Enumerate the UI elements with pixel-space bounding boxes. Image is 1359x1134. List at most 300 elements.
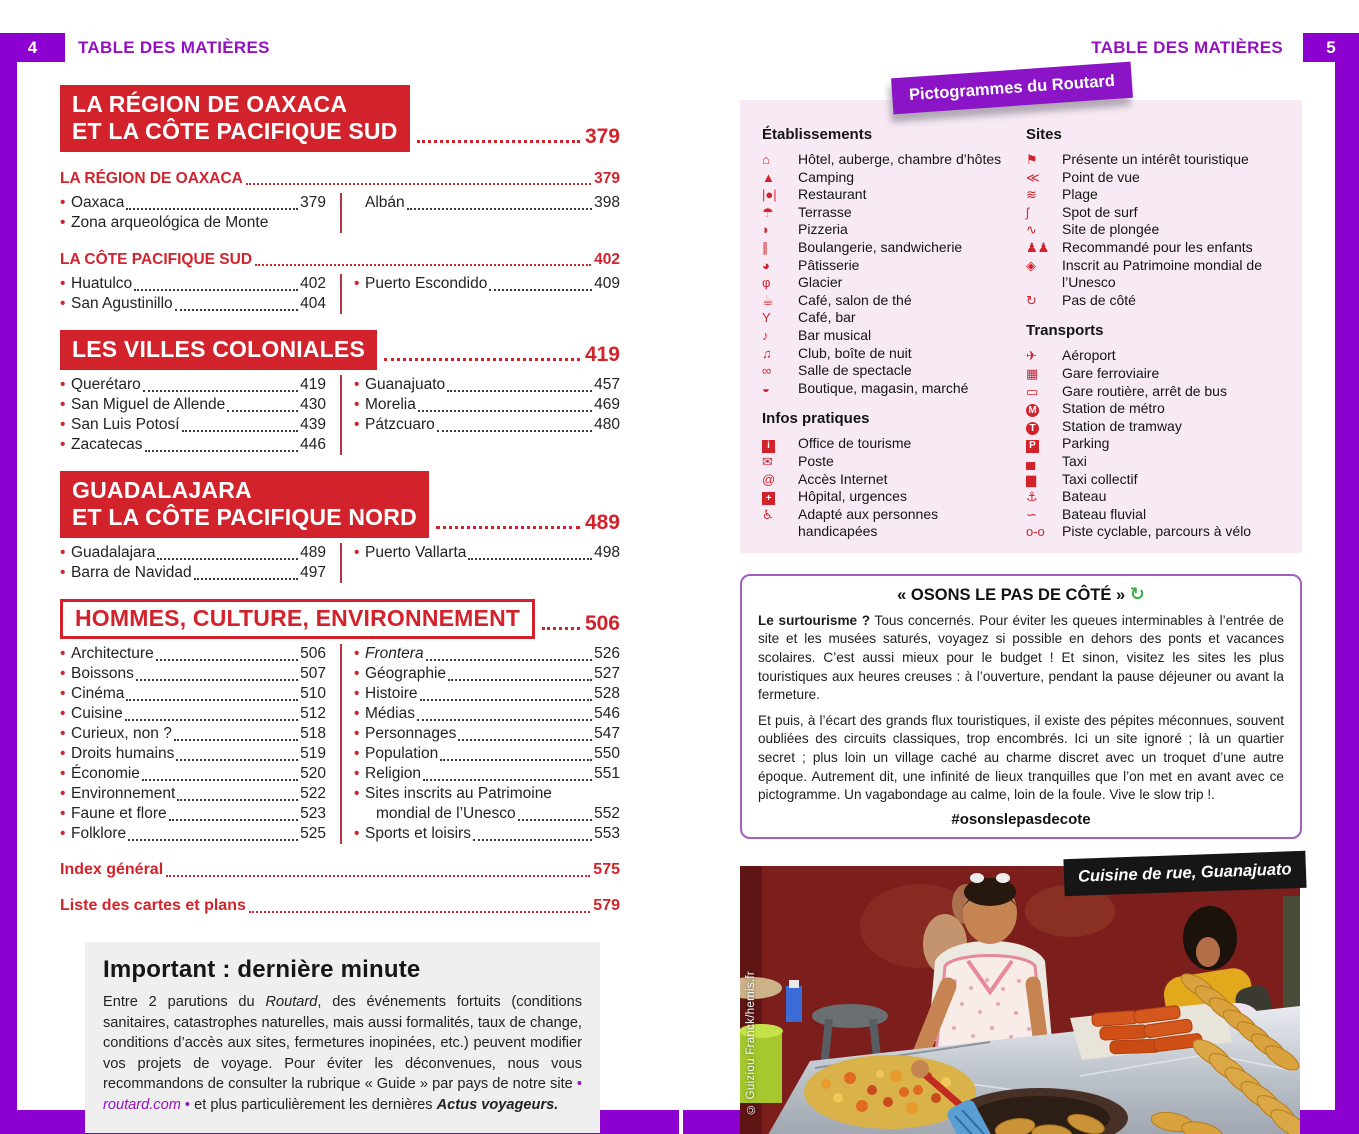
entry-label: Religion: [365, 765, 422, 782]
entry-label: Curieux, non ?: [71, 725, 172, 742]
picto-item: [762, 274, 1020, 292]
entry-label: Morelia: [365, 396, 416, 413]
dotted-leader: [447, 390, 592, 392]
entry-page: 409: [594, 275, 620, 292]
surf-icon: ʃ: [1026, 204, 1029, 220]
photo-credit: © Guiziou Franck/hemis.fr: [745, 970, 757, 1115]
toc-entry: [60, 704, 326, 724]
bike-icon: o-o: [1026, 524, 1045, 540]
train-icon: ▦: [1026, 365, 1039, 381]
dotted-leader: [182, 430, 299, 432]
dotted-leader: [143, 390, 298, 392]
section-title: ET LA CÔTE PACIFIQUE SUD: [72, 118, 398, 144]
picto-label: Point de vue: [1062, 168, 1140, 185]
entry-column: [340, 644, 620, 844]
toc-entry: [354, 415, 620, 435]
entry-page: 506: [300, 645, 326, 662]
entry-label: Sites inscrits au Patrimoine: [365, 785, 552, 802]
entry-columns: [60, 375, 620, 455]
picto-item: [1026, 365, 1284, 383]
entry-page: 507: [300, 665, 326, 682]
important-text-segment: et plus particulièrement les dernières: [190, 1096, 437, 1113]
index-lines: [60, 860, 620, 916]
important-box-title: Important : dernière minute: [103, 956, 421, 983]
running-header-right: TABLE DES MATIÈRES: [1091, 38, 1283, 57]
entry-column: [340, 274, 620, 314]
toc-entry: [60, 193, 326, 213]
picto-item: [762, 221, 1020, 239]
page-number-left-value: 4: [27, 37, 38, 57]
dotted-leader: [468, 558, 592, 560]
picto-label: Glacier: [798, 274, 843, 291]
baguette-icon: ∥: [762, 239, 769, 255]
picto-label: Bar musical: [798, 326, 872, 343]
index-line: [60, 896, 620, 916]
picto-group-title: Sites: [1026, 126, 1062, 143]
entry-bullet: •: [60, 214, 66, 231]
photo-caption: Cuisine de rue, Guanajuato: [1064, 851, 1307, 896]
entry-bullet: •: [60, 416, 66, 433]
picto-label: Gare routière, arrêt de bus: [1062, 382, 1227, 399]
index-page: 575: [593, 861, 620, 878]
osons-hashtag: #osonslepasdecote: [951, 810, 1091, 828]
entry-bullet: •: [60, 705, 66, 722]
beach-icon: ≋: [1026, 187, 1037, 203]
index-label: Index général: [60, 861, 164, 878]
entry-label: Zona arqueológica de Monte: [71, 214, 269, 231]
kids-icon: ♟♟: [1026, 239, 1050, 255]
entry-page: 552: [594, 805, 620, 822]
entry-bullet: •: [354, 785, 360, 802]
picto-item: [1026, 239, 1284, 257]
picto-item: [1026, 292, 1284, 310]
entry-bullet: •: [354, 275, 360, 292]
shared-taxi-icon: ▆: [1026, 471, 1036, 487]
important-text-segment: •: [180, 1096, 191, 1113]
section-page: 506: [584, 612, 620, 635]
index-label: Liste des cartes et plans: [60, 897, 246, 914]
picto-item: [762, 362, 1020, 380]
entry-page: 527: [594, 665, 620, 682]
dotted-leader: [255, 264, 591, 266]
entry-label: Médias: [365, 705, 415, 722]
entry-bullet: •: [60, 665, 66, 682]
section-page: 419: [584, 343, 620, 366]
airplane-icon: ✈: [1026, 348, 1037, 364]
entry-label: Cinéma: [71, 685, 125, 702]
picto-label: Café, bar: [798, 309, 856, 326]
picto-label: Restaurant: [798, 186, 867, 203]
toc-entry: [60, 415, 326, 435]
dotted-leader: [448, 679, 592, 681]
dotted-leader: [437, 430, 592, 432]
dotted-leader: [145, 450, 299, 452]
picto-item: [1026, 471, 1284, 489]
basket-icon: ◒: [762, 380, 770, 396]
picto-label: Gare ferroviaire: [1062, 364, 1160, 381]
envelope-icon: ✉: [762, 453, 773, 469]
entry-bullet: •: [60, 564, 66, 581]
entry-label: Guadalajara: [71, 544, 156, 561]
toc-entry: [60, 684, 326, 704]
picto-item: [762, 169, 1020, 187]
entry-page: 480: [594, 416, 620, 433]
dotted-leader: [175, 309, 298, 311]
at-icon: @: [762, 471, 776, 487]
osons-box: [740, 574, 1302, 839]
entry-bullet: •: [354, 765, 360, 782]
picto-item: [762, 471, 1020, 489]
dotted-leader: [458, 739, 592, 741]
picto-label: Office de tourisme: [798, 435, 912, 452]
dotted-leader: [417, 140, 580, 143]
entry-label: Puerto Vallarta: [365, 544, 467, 561]
picto-label: Salle de spectacle: [798, 362, 912, 379]
picto-item: [1026, 257, 1284, 292]
picto-item: [762, 257, 1020, 275]
section-banner: [60, 599, 535, 639]
picto-label: Inscrit au Patrimoine mondial de l’Unesco: [1062, 256, 1262, 291]
entry-page: 489: [300, 544, 326, 561]
toc-entry: [60, 213, 326, 233]
entry-page: 510: [300, 685, 326, 702]
entry-label: Faune et flore: [71, 805, 167, 822]
entry-page: 550: [594, 745, 620, 762]
dotted-leader: [420, 699, 593, 701]
dotted-leader: [194, 578, 299, 580]
entry-page: 547: [594, 725, 620, 742]
entry-page: 526: [594, 645, 620, 662]
toc-entry: [354, 375, 620, 395]
tram-icon: T: [1026, 422, 1039, 435]
entry-column: [340, 193, 620, 233]
entry-label: Guanajuato: [365, 376, 446, 393]
entry-bullet: •: [354, 685, 360, 702]
toc-entry: [354, 644, 620, 664]
picto-item: [1026, 453, 1284, 471]
picto-label: Présente un intérêt touristique: [1062, 151, 1249, 167]
picto-item: [762, 186, 1020, 204]
section-banner: [60, 330, 377, 370]
entry-bullet: •: [60, 785, 66, 802]
entry-label: Barra de Navidad: [71, 564, 192, 581]
picto-label: Camping: [798, 168, 855, 185]
street-food-photo: [740, 860, 1300, 1134]
entry-page: 404: [300, 295, 326, 312]
pictogram-column-1: [762, 126, 1020, 541]
entry-label: San Miguel de Allende: [71, 396, 226, 413]
toc-entry: [354, 684, 620, 704]
entry-page: 520: [300, 765, 326, 782]
toc-entry: [354, 704, 620, 724]
picto-item: [1026, 347, 1284, 365]
wheelchair-icon: ♿: [762, 506, 774, 522]
entry-label: Personnages: [365, 725, 457, 742]
entry-label: Histoire: [365, 685, 418, 702]
picto-group: [762, 410, 1020, 541]
important-text-segment: •: [576, 1076, 582, 1092]
entry-label: Frontera: [365, 645, 424, 662]
subsection-title: LA RÉGION DE OAXACA: [60, 170, 243, 187]
entry-bullet: •: [354, 725, 360, 742]
entry-bullet: •: [60, 745, 66, 762]
dotted-leader: [518, 819, 593, 821]
toc-entry: [354, 804, 620, 824]
bus-icon: ▭: [1026, 383, 1039, 399]
toc-entry: [60, 563, 326, 583]
toc-entry: [60, 644, 326, 664]
important-text-segment: Entre 2 parutions du: [103, 994, 266, 1010]
picto-group-title: Établissements: [762, 126, 873, 143]
osons-body: [758, 612, 1284, 805]
section-banner-row: [60, 599, 620, 639]
entry-label: Folklore: [71, 825, 127, 842]
dotted-leader: [489, 289, 592, 291]
entry-label: Population: [365, 745, 439, 762]
entry-page: 498: [594, 544, 620, 561]
picto-label: Recommandé pour les enfants: [1062, 238, 1253, 255]
entry-page: 439: [300, 416, 326, 433]
entry-column: [60, 644, 340, 844]
entry-columns: [60, 543, 620, 583]
section-page: 489: [584, 511, 620, 534]
section-title: ET LA CÔTE PACIFIQUE NORD: [72, 504, 417, 530]
picto-item: [1026, 506, 1284, 524]
toc-entry: [60, 784, 326, 804]
entry-page: 402: [300, 275, 326, 292]
picto-item: [762, 380, 1020, 398]
picto-label: Café, salon de thé: [798, 291, 912, 308]
dotted-leader: [227, 410, 298, 412]
boat-icon: ⚓: [1026, 489, 1038, 505]
section-banner-row: [60, 471, 620, 538]
pictograms-box: [740, 71, 1302, 553]
picto-item: [1026, 523, 1284, 541]
index-line: [60, 860, 620, 880]
picto-label: Bateau: [1062, 488, 1107, 505]
entry-bullet: •: [60, 805, 66, 822]
picto-label: Spot de surf: [1062, 203, 1138, 220]
toc-section: [60, 330, 620, 455]
picto-label: Bateau fluvial: [1062, 505, 1147, 522]
picto-label: Piste cyclable, parcours à vélo: [1062, 523, 1252, 540]
toc-entry: [60, 435, 326, 455]
entry-page: 469: [594, 396, 620, 413]
picto-item: [762, 327, 1020, 345]
toc-entry: [60, 375, 326, 395]
parking-icon: [1026, 435, 1062, 453]
toc-entry: [354, 274, 620, 294]
entry-page: 522: [300, 785, 326, 802]
tourist-interest-icon: ⚑: [1026, 152, 1038, 167]
toc-entry: [60, 724, 326, 744]
picto-item: [1026, 186, 1284, 204]
entry-bullet: •: [60, 396, 66, 413]
picto-item: [762, 435, 1020, 453]
toc-entry: [354, 784, 620, 804]
entry-bullet: •: [354, 745, 360, 762]
entry-page: 551: [594, 765, 620, 782]
entry-bullet: •: [354, 416, 360, 433]
hotel-icon: ⌂: [762, 152, 770, 167]
section-title: GUADALAJARA: [72, 477, 252, 503]
entry-page: 525: [300, 825, 326, 842]
dotted-leader: [128, 839, 298, 841]
coffee-cup-icon: ☕: [762, 292, 774, 308]
osons-paragraph: Le surtourisme ? Tous concernés. Pour éviter les queues interminables à l’entrée de site et les musées saturés, voyagez si possible en dehors des ponts et vacances scolaires. C’est aussi mieux pour le budget ! Et sinon, visitez les sites les plus touristiques aux heures creuses : à l’ouverture, pendant la pause déjeuner ou avant la fermeture.: [758, 612, 1284, 703]
entry-bullet: •: [60, 825, 66, 842]
subsection-title: LA CÔTE PACIFIQUE SUD: [60, 251, 253, 268]
picto-item: [762, 488, 1020, 506]
picto-group: [1026, 322, 1284, 541]
entry-column: [60, 193, 340, 233]
subsection-row: [60, 169, 620, 188]
picto-item: [1026, 204, 1284, 222]
toc-entry: [354, 724, 620, 744]
running-header-left: TABLE DES MATIÈRES: [78, 38, 270, 57]
picto-label: Poste: [798, 452, 834, 469]
left-page-edge-strip: [0, 33, 17, 1134]
picto-group-title: Transports: [1026, 322, 1104, 340]
dotted-leader: [174, 739, 298, 741]
opera-glasses-icon: ∞: [762, 363, 772, 379]
entry-label: mondial de l’Unesco: [376, 805, 516, 822]
important-box-body: [103, 992, 582, 1115]
section-page: 379: [584, 125, 620, 148]
entry-label: Architecture: [71, 645, 154, 662]
toc-entry: [60, 664, 326, 684]
dotted-leader: [417, 719, 592, 721]
picto-item: [1026, 221, 1284, 239]
entry-label: San Agustinillo: [71, 295, 173, 312]
osons-paragraph: Et puis, à l’écart des grands flux touristiques, il existe des pépites méconnues, souvent oubliées des circuits classiques, trop encombrés. Ici un site ignoré ; là un quartier secret ; plus loin un village caché au charme discret avec un troquet d’une autre époque. Autrement dit, une infinité de lieux tranquilles que l’on met en avant avec ce pictogramme. Un vagabondage au calme, loin de la foule. Vive le slow trip !.: [758, 712, 1284, 803]
entry-page: 446: [300, 436, 326, 453]
entry-page: 528: [594, 685, 620, 702]
viewpoint-icon: ≪: [1026, 169, 1040, 185]
river-boat-icon: ∽: [1026, 506, 1037, 522]
picto-label: Pizzeria: [798, 221, 848, 238]
picto-label: Accès Internet: [798, 470, 888, 487]
toc-section: [60, 599, 620, 844]
icecream-icon: φ: [762, 275, 771, 291]
osons-title-text: « OSONS LE PAS DE CÔTÉ »: [897, 585, 1126, 604]
picto-label: Club, boîte de nuit: [798, 344, 912, 361]
table-of-contents: [60, 85, 620, 1133]
picto-item: [762, 309, 1020, 327]
dotted-leader: [418, 410, 592, 412]
dotted-leader: [473, 839, 592, 841]
dotted-leader: [542, 627, 580, 630]
toc-sections: [60, 85, 620, 844]
toc-entry: [60, 395, 326, 415]
dotted-leader: [142, 779, 298, 781]
toc-section: [60, 85, 620, 314]
subsection-page: 379: [594, 170, 620, 187]
subsection-page: 402: [594, 251, 620, 268]
glass-icon: Y: [762, 310, 771, 326]
picto-label: Adapté aux personnes handicapées: [798, 505, 939, 540]
picto-item: [1026, 435, 1284, 453]
toc-entry: [60, 804, 326, 824]
section-title: LA RÉGION DE OAXACA: [72, 91, 348, 117]
dotted-leader: [426, 659, 593, 661]
toc-entry: [354, 395, 620, 415]
dotted-leader: [177, 799, 298, 801]
picto-item: [762, 151, 1020, 169]
entry-page: 523: [300, 805, 326, 822]
dotted-leader: [249, 911, 590, 913]
picto-label: Taxi collectif: [1062, 470, 1138, 487]
info-icon: [762, 435, 798, 453]
picto-item: [762, 453, 1020, 471]
entry-bullet: •: [354, 825, 360, 842]
picto-label: Pas de côté: [1062, 291, 1136, 308]
tent-icon: ▲: [762, 169, 775, 185]
entry-page: 457: [594, 376, 620, 393]
important-text-segment: Routard: [265, 994, 318, 1010]
picto-label: Parking: [1062, 435, 1110, 452]
entry-label: Zacatecas: [71, 436, 143, 453]
medical-cross-icon: +: [762, 492, 775, 505]
osons-lead: Le surtourisme ?: [758, 612, 871, 628]
entry-columns: [60, 644, 620, 844]
picto-item: [762, 345, 1020, 363]
entry-page: 518: [300, 725, 326, 742]
toc-entry: [60, 543, 326, 563]
picto-item: [1026, 151, 1284, 169]
parking-icon: P: [1026, 440, 1039, 453]
dotted-leader: [176, 759, 298, 761]
entry-bullet: •: [60, 725, 66, 742]
entry-columns: [60, 193, 620, 233]
entry-bullet: •: [354, 544, 360, 561]
picto-item: [762, 239, 1020, 257]
dotted-leader: [126, 208, 298, 210]
metro-icon: M: [1026, 404, 1039, 417]
picto-label: Terrasse: [798, 203, 852, 220]
section-banner: [60, 85, 410, 152]
entry-bullet: •: [354, 665, 360, 682]
toc-entry: [60, 824, 326, 844]
picto-item: [1026, 488, 1284, 506]
important-text-segment: Actus voyageurs.: [436, 1096, 559, 1113]
section-banner: [60, 471, 429, 538]
entry-column: [60, 274, 340, 314]
pas-de-cote-green-icon: ↻: [1129, 583, 1145, 604]
entry-label: Géographie: [365, 665, 447, 682]
toc-section: [60, 471, 620, 583]
picto-label: Pâtisserie: [798, 256, 860, 273]
picto-label: Aéroport: [1062, 347, 1116, 364]
important-box: [85, 942, 600, 1133]
picto-label: Hôpital, urgences: [798, 488, 907, 505]
page-number-left: [0, 33, 65, 62]
picto-item: [762, 292, 1020, 310]
entry-bullet: •: [354, 376, 360, 393]
dotted-leader: [156, 659, 298, 661]
entry-label: Économie: [71, 765, 140, 782]
picto-item: [762, 506, 1020, 541]
picto-label: Hôtel, auberge, chambre d’hôtes: [798, 151, 1002, 167]
entry-columns: [60, 274, 620, 314]
info-icon: i: [762, 440, 775, 453]
entry-label: Puerto Escondido: [365, 275, 488, 292]
pictograms-ribbon: Pictogrammes du Routard: [891, 62, 1133, 115]
picto-label: Boulangerie, sandwicherie: [798, 238, 963, 255]
picto-label: Boutique, magasin, marché: [798, 379, 969, 396]
subsection-row: [60, 250, 620, 269]
entry-label: Cuisine: [71, 705, 123, 722]
